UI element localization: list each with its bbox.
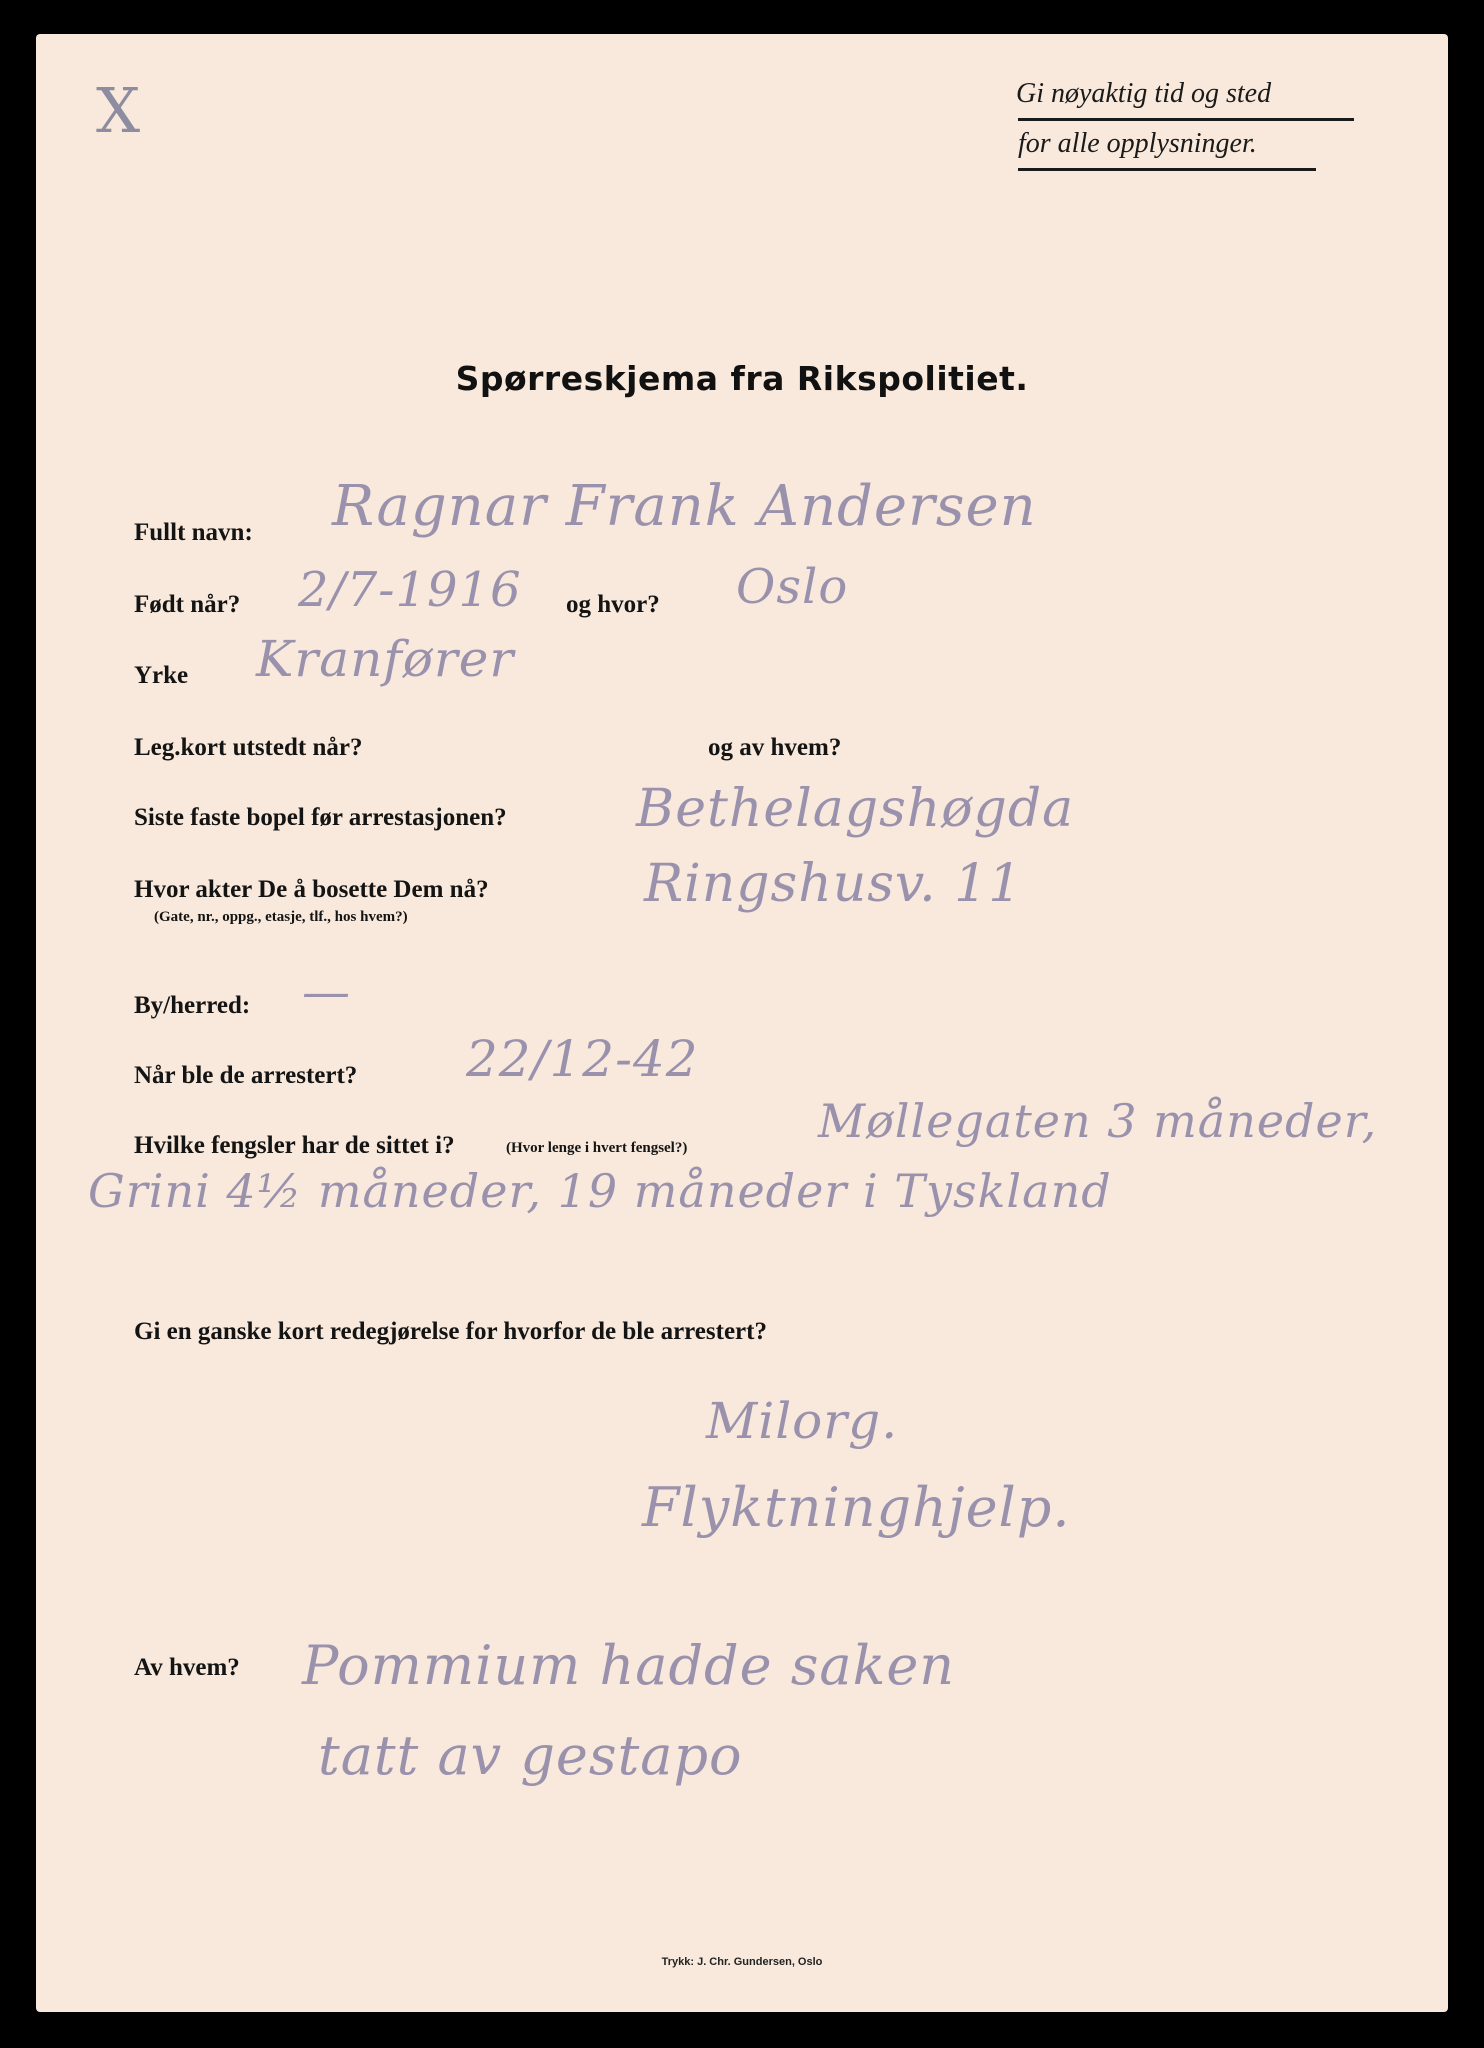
arrest-reason-value-2: Flyktninghjelp.	[642, 1476, 1071, 1539]
occupation-label: Yrke	[134, 662, 189, 689]
by-whom-label: Av hvem?	[134, 1654, 240, 1681]
legcard-issued-by-label: og av hvem?	[708, 734, 842, 761]
questionnaire-page	[36, 34, 1448, 2012]
settle-address-label: Hvor akter De å bosette Dem nå?	[134, 876, 489, 903]
settle-address-note: (Gate, nr., oppg., etasje, tlf., hos hvem?)	[154, 909, 408, 925]
arrested-when-value: 22/12-42	[466, 1030, 699, 1088]
settle-address-value: Ringshusv. 11	[644, 854, 1023, 914]
born-where-label: og hvor?	[566, 591, 660, 618]
arrested-when-label: Når ble de arrestert?	[134, 1062, 358, 1089]
prisons-note: (Hvor lenge i hvert fengsel?)	[506, 1140, 688, 1156]
instruction-underline-2	[1018, 168, 1316, 171]
born-when-value: 2/7-1916	[298, 562, 522, 618]
last-address-label: Siste faste bopel før arrestasjonen?	[134, 804, 507, 831]
legcard-issued-label: Leg.kort utstedt når?	[134, 734, 363, 761]
instruction-line-1: Gi nøyaktig tid og sted	[1016, 78, 1272, 109]
prisons-label: Hvilke fengsler har de sittet i?	[134, 1132, 455, 1159]
prisons-value-line-2: Grini 4½ måneder, 19 måneder i Tyskland	[88, 1164, 1112, 1218]
occupation-value: Kranfører	[256, 630, 515, 688]
full-name-value: Ragnar Frank Andersen	[332, 474, 1037, 539]
town-value: —	[302, 964, 351, 1020]
page-title: Spørreskjema fra Rikspolitiet.	[455, 359, 1029, 398]
last-address-value: Bethelagshøgda	[636, 779, 1075, 839]
arrest-reason-label: Gi en ganske kort redegjørelse for hvorfor de ble arrestert?	[134, 1318, 767, 1345]
born-where-value: Oslo	[736, 559, 849, 615]
instruction-underline-1	[1018, 118, 1354, 121]
town-label: By/herred:	[134, 992, 251, 1019]
by-whom-value-2: tatt av gestapo	[318, 1724, 743, 1787]
printer-imprint: Trykk: J. Chr. Gundersen, Oslo	[661, 1956, 823, 1968]
arrest-reason-value-1: Milorg.	[706, 1392, 899, 1450]
born-when-label: Født når?	[134, 591, 241, 618]
full-name-label: Fullt navn:	[134, 519, 253, 546]
prisons-value-line-1: Møllegaten 3 måneder,	[818, 1094, 1378, 1148]
by-whom-value-1: Pommium hadde saken	[302, 1634, 956, 1697]
instruction-line-2: for alle opplysninger.	[1018, 128, 1257, 159]
corner-x-mark: X	[96, 74, 142, 147]
